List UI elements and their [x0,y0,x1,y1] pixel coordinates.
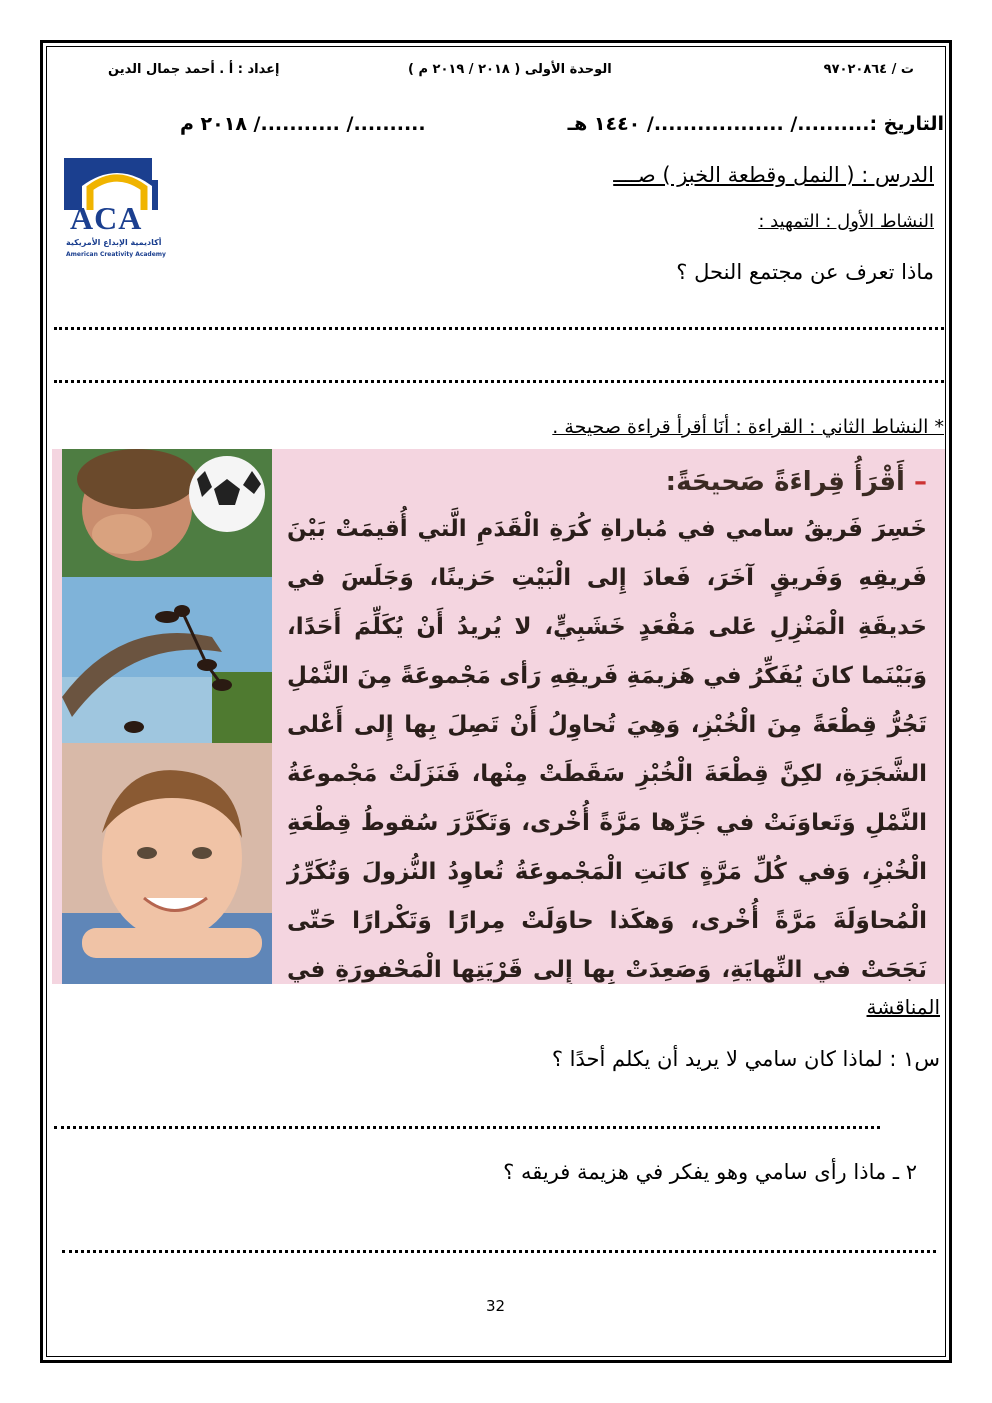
smiling-boy-photo [62,743,272,984]
logo-english-name: American Creativity Academy [66,251,166,258]
date-hijri: التاريخ :........../ ................../ ١٤٤٠ هـ [567,113,944,135]
date-gregorian: ........../ .........../ ٢٠١٨ م [180,113,426,135]
answer-line [62,1250,936,1253]
sad-boy-photo [62,449,272,577]
header-author: إعداد : أ . أحمد جمال الدين [108,62,280,77]
discussion-question-2: ٢ ـ ماذا رأى سامي وهو يفكر في هزيمة فريقه ؟ [503,1160,917,1184]
reading-passage-image [52,449,945,984]
page-number: 32 [486,1297,506,1315]
ants-photo [62,577,272,743]
reading-heading [287,467,927,497]
header-unit: الوحدة الأولى ( ٢٠١٨ / ٢٠١٩ م ) [408,62,612,77]
activity1-title: النشاط الأول : التمهيد : [758,211,934,232]
activity2-title: * النشاط الثاني : القراءة : أنَا أقرأ قراءة صحيحة . [552,416,944,438]
answer-line [54,380,944,383]
smiling-boy-icon [62,743,272,984]
header-phone: ت / ٩٧٠٢٠٨٦٤ [823,62,914,77]
photo-column [62,449,272,984]
logo-text: ACA [70,200,143,236]
activity1-question: ماذا تعرف عن مجتمع النحل ؟ [676,260,934,284]
academy-logo [62,158,197,263]
answer-line [54,1126,880,1129]
logo-arabic-name: أكاديمية الإبداع الأمريكية [66,238,162,247]
discussion-question-1: س١ : لماذا كان سامي لا يريد أن يكلم أحدًا ؟ [551,1047,940,1071]
reading-body: خَسِرَ فَريقُ سامي في مُباراةِ كُرَةِ الْقَدَمِ الَّتي أُقيمَتْ بَيْنَ فَريقِهِ وَفَريقٍ آخَرَ، فَعادَ إِلى الْبَيْتِ حَزينًا، وَجَلَسَ في حَديقَةِ الْمَنْزِلِ عَلى مَقْعَدٍ خَشَبِيٍّ، لا يُريدُ أَنْ يُكَلِّمَ أَحَدًا، وَبَيْنَما كانَ يُفَكِّرُ في هَزيمَةِ فَريقِهِ رَأى مَجْموعَةً مِنَ النَّمْلِ تَجُرُّ قِطْعَةً مِنَ الْخُبْزِ، وَهِيَ تُحاوِلُ أَنْ تَصِلَ بِها إِلى أَعْلى الشَّجَرَةِ، لكِنَّ قِطْعَةَ الْخُبْزِ سَقَطَتْ مِنْها، فَنَزَلَتْ مَجْموعَةُ النَّمْلِ وَتَعاوَنَتْ في جَرِّها مَرَّةً أُخْرى، وَتَكَرَّرَ سُقوطُ قِطْعَةِ الْخُبْزِ، وَفي كُلِّ مَرَّةٍ كانَتِ الْمَجْموعَةُ تُعاوِدُ النُّزولَ وَتُكَرِّرُ الْمُحاوَلَةَ مَرَّةً أُخْرى، وَهكَذا حاوَلَتْ مِرارًا وَتَكْرارًا حَتّى نَجَحَتْ في النِّهايَةِ، وَصَعِدَتْ بِها إِلى قَرْيَتِها الْمَحْفورَةِ في [287,516,927,983]
reading-heading-text: أَقْرَأُ قِراءَةً صَحيحَةً: [665,467,905,497]
reading-text [287,467,927,984]
reading-heading-dash: – [914,467,927,497]
sad-boy-icon [62,449,272,577]
discussion-title: المناقشة [866,995,940,1019]
lesson-title: الدرس : ( النمل وقطعة الخبز ) صــــ [613,163,934,187]
ants-icon [62,577,272,743]
answer-line [54,327,944,330]
